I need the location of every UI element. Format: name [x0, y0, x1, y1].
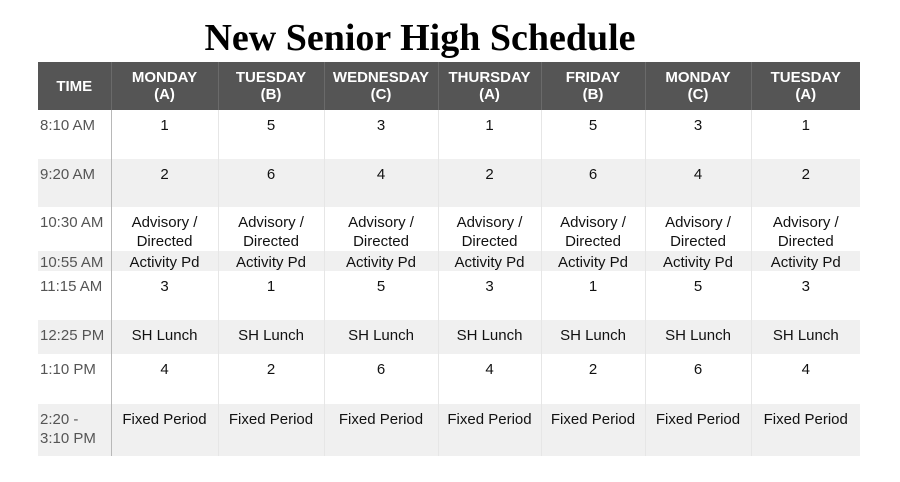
period-cell: Fixed Period	[111, 404, 218, 456]
period-cell: 1	[111, 110, 218, 159]
column-header-time: TIME	[38, 62, 111, 110]
day-letter: (B)	[582, 86, 604, 103]
table-row	[38, 271, 860, 320]
period-cell: SH Lunch	[111, 320, 218, 354]
period-cell: SH Lunch	[751, 320, 860, 354]
period-cell: 3	[751, 271, 860, 320]
period-cell: 1	[438, 110, 541, 159]
period-cell: 2	[111, 159, 218, 207]
day-name: WEDNESDAY	[332, 69, 430, 86]
day-letter: (C)	[687, 86, 709, 103]
day-name: FRIDAY	[565, 69, 621, 86]
day-name: TUESDAY	[770, 69, 841, 86]
period-cell: 5	[645, 271, 751, 320]
period-cell: 1	[218, 271, 324, 320]
period-cell: Activity Pd	[541, 251, 645, 271]
period-cell: Activity Pd	[324, 251, 438, 271]
column-header-day	[541, 62, 645, 110]
period-cell: 4	[324, 159, 438, 207]
column-header-day	[438, 62, 541, 110]
period-cell: Advisory / Directed	[324, 207, 438, 251]
period-cell: 2	[218, 354, 324, 404]
period-cell: Activity Pd	[111, 251, 218, 271]
period-cell: Advisory / Directed	[218, 207, 324, 251]
column-header-day	[111, 62, 218, 110]
period-cell: Activity Pd	[751, 251, 860, 271]
time-cell: 8:10 AM	[38, 110, 111, 159]
period-cell: SH Lunch	[438, 320, 541, 354]
period-cell: 3	[438, 271, 541, 320]
table-row	[38, 320, 860, 354]
period-cell: 1	[541, 271, 645, 320]
schedule-table	[38, 62, 860, 456]
period-cell: 2	[541, 354, 645, 404]
period-cell: 4	[438, 354, 541, 404]
period-cell: Advisory / Directed	[438, 207, 541, 251]
page-title: New Senior High Schedule	[204, 17, 636, 59]
period-cell: 3	[111, 271, 218, 320]
period-cell: SH Lunch	[645, 320, 751, 354]
period-cell: Activity Pd	[218, 251, 324, 271]
period-cell: Advisory / Directed	[111, 207, 218, 251]
period-cell: 5	[218, 110, 324, 159]
day-letter: (A)	[154, 86, 175, 103]
period-cell: 3	[324, 110, 438, 159]
period-cell: Fixed Period	[218, 404, 324, 456]
period-cell: 5	[541, 110, 645, 159]
period-cell: 6	[324, 354, 438, 404]
day-letter: (C)	[370, 86, 392, 103]
period-cell: 6	[645, 354, 751, 404]
period-cell: Advisory / Directed	[541, 207, 645, 251]
period-cell: SH Lunch	[324, 320, 438, 354]
table-row	[38, 159, 860, 207]
period-cell: 1	[751, 110, 860, 159]
time-cell: 12:25 PM	[38, 320, 111, 354]
period-cell: 6	[541, 159, 645, 207]
table-row	[38, 207, 860, 251]
time-cell	[38, 404, 111, 456]
column-header-day	[218, 62, 324, 110]
period-cell: 6	[218, 159, 324, 207]
period-cell: 2	[438, 159, 541, 207]
table-row	[38, 110, 860, 159]
period-cell: SH Lunch	[218, 320, 324, 354]
period-cell: Fixed Period	[751, 404, 860, 456]
time-cell: 1:10 PM	[38, 354, 111, 404]
period-cell: Advisory / Directed	[751, 207, 860, 251]
day-letter: (A)	[479, 86, 500, 103]
table-row	[38, 404, 860, 456]
period-cell: Fixed Period	[541, 404, 645, 456]
time-range-start: 2:20 -	[40, 411, 79, 428]
period-cell: Activity Pd	[645, 251, 751, 271]
time-cell: 10:55 AM	[38, 251, 111, 271]
period-cell: Fixed Period	[438, 404, 541, 456]
day-name: MONDAY	[665, 69, 731, 86]
time-cell: 10:30 AM	[38, 207, 111, 251]
day-name: TUESDAY	[235, 69, 307, 86]
period-cell: 3	[645, 110, 751, 159]
day-letter: (A)	[795, 86, 817, 103]
column-header-day	[751, 62, 860, 110]
column-header-day	[324, 62, 438, 110]
period-cell: Advisory / Directed	[645, 207, 751, 251]
column-header-day	[645, 62, 751, 110]
period-cell: 5	[324, 271, 438, 320]
period-cell: 2	[751, 159, 860, 207]
day-name: MONDAY	[131, 69, 198, 86]
table-row	[38, 251, 860, 271]
table-row	[38, 354, 860, 404]
period-cell: 4	[645, 159, 751, 207]
time-range-end: 3:10 PM	[40, 430, 96, 447]
time-cell: 9:20 AM	[38, 159, 111, 207]
period-cell: Fixed Period	[645, 404, 751, 456]
header-row	[38, 62, 860, 110]
period-cell: 4	[111, 354, 218, 404]
period-cell: 4	[751, 354, 860, 404]
period-cell: Fixed Period	[324, 404, 438, 456]
time-cell: 11:15 AM	[38, 271, 111, 320]
day-name: THURSDAY	[448, 69, 531, 86]
period-cell: Activity Pd	[438, 251, 541, 271]
period-cell: SH Lunch	[541, 320, 645, 354]
day-letter: (B)	[260, 86, 282, 103]
